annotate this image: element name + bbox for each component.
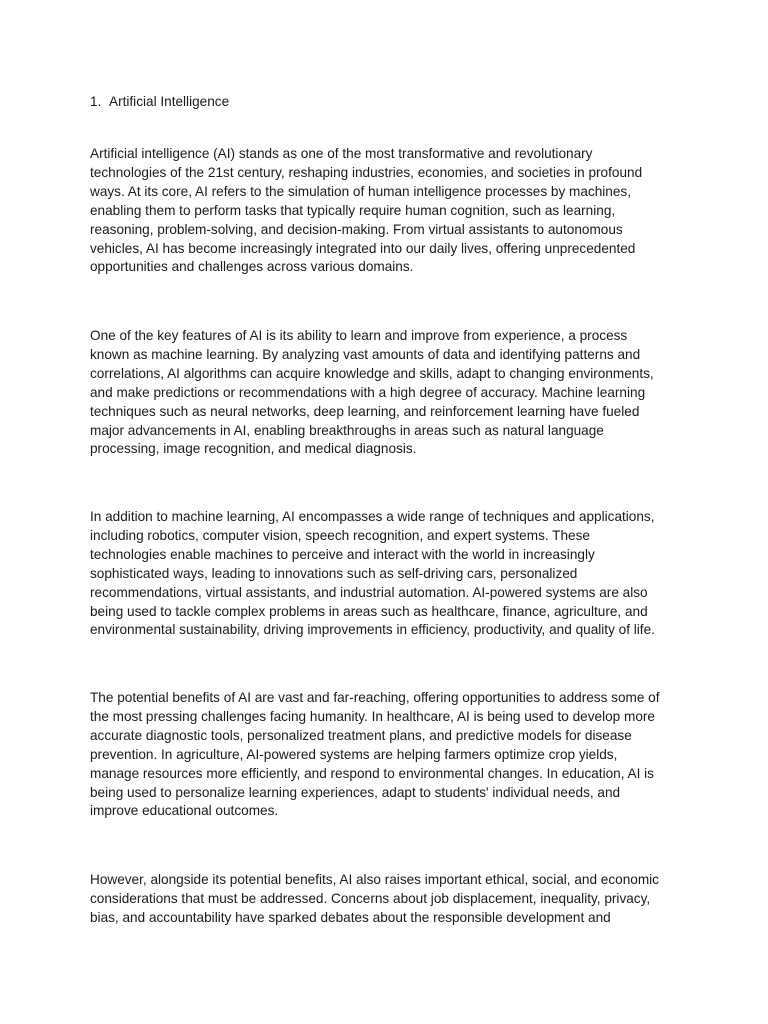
text-line: environmental sustainability, driving improvements in efficiency, productivity, and quality of life.	[90, 622, 655, 638]
text-line: However, alongside its potential benefits, AI also raises important ethical, social, and economic	[90, 872, 659, 887]
text-line: enabling them to perform tasks that typically require human cognition, such as learning,	[90, 202, 616, 218]
section-heading	[90, 92, 229, 111]
text-line: accurate diagnostic tools, personalized treatment plans, and predictive models for disease	[90, 727, 632, 743]
text-line: including robotics, computer vision, speech recognition, and expert systems. These	[90, 527, 590, 543]
text-line: bias, and accountability have sparked debates about the responsible development and	[90, 909, 611, 925]
text-line: manage resources more efficiently, and respond to environmental changes. In education, AI is	[90, 765, 654, 781]
text-line: prevention. In agriculture, AI-powered systems are helping farmers optimize crop yields,	[90, 746, 618, 762]
paragraph-machine-learning	[90, 327, 690, 459]
text-line: known as machine learning. By analyzing vast amounts of data and identifying patterns and	[90, 346, 641, 362]
text-line: processing, image recognition, and medical diagnosis.	[90, 441, 417, 457]
text-line: being used to personalize learning experiences, adapt to students' individual needs, and	[90, 784, 621, 800]
section-number: 1.	[90, 94, 102, 109]
paragraph-ai-ethics	[90, 871, 690, 928]
text-line: considerations that must be addressed. Concerns about job displacement, inequality, privacy,	[90, 890, 651, 906]
text-line: Artificial intelligence (AI) stands as one of the most transformative and revolutionary	[90, 146, 593, 161]
text-line: In addition to machine learning, AI encompasses a wide range of techniques and applications,	[90, 509, 655, 524]
text-line: recommendations, virtual assistants, and industrial automation. AI-powered systems are also	[90, 584, 648, 600]
text-line: ways. At its core, AI refers to the simulation of human intelligence processes by machines,	[90, 183, 631, 199]
paragraph-ai-techniques	[90, 508, 690, 640]
text-line: reasoning, problem-solving, and decision-making. From virtual assistants to autonomous	[90, 221, 623, 237]
text-line: correlations, AI algorithms can acquire knowledge and skills, adapt to changing environments,	[90, 365, 654, 381]
text-line: major advancements in AI, enabling breakthroughs in areas such as natural language	[90, 422, 604, 438]
text-line: improve educational outcomes.	[90, 803, 279, 819]
text-line: being used to tackle complex problems in areas such as healthcare, finance, agriculture, and	[90, 603, 648, 619]
text-line: One of the key features of AI is its ability to learn and improve from experience, a process	[90, 328, 628, 343]
text-line: sophisticated ways, leading to innovations such as self-driving cars, personalized	[90, 565, 578, 581]
paragraph-ai-benefits	[90, 689, 690, 821]
text-line: the most pressing challenges facing humanity. In healthcare, AI is being used to develop more	[90, 708, 655, 724]
paragraph-ai-overview	[90, 145, 690, 277]
text-line: techniques such as neural networks, deep learning, and reinforcement learning have fueled	[90, 403, 640, 419]
text-line: vehicles, AI has become increasingly integrated into our daily lives, offering unprecedented	[90, 240, 636, 256]
section-title: Artificial Intelligence	[109, 94, 230, 109]
text-line: technologies of the 21st century, reshaping industries, economies, and societies in profound	[90, 164, 643, 180]
text-line: The potential benefits of AI are vast and far-reaching, offering opportunities to address some of	[90, 690, 660, 705]
text-line: and make predictions or recommendations with a high degree of accuracy. Machine learning	[90, 384, 646, 400]
text-line: opportunities and challenges across various domains.	[90, 259, 414, 275]
text-line: technologies enable machines to perceive and interact with the world in increasingly	[90, 546, 595, 562]
